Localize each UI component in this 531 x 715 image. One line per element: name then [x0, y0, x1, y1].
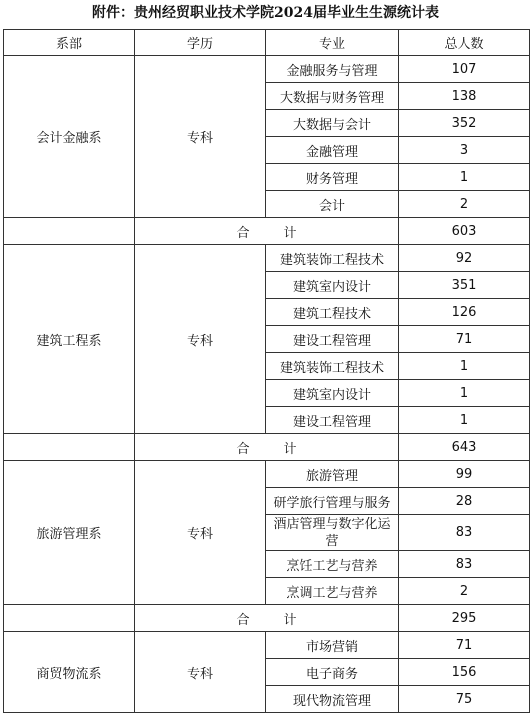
major-cell: 金融服务与管理	[266, 56, 399, 83]
level-cell: 专科	[135, 245, 266, 434]
count-cell: 1	[399, 380, 530, 407]
department-cell: 旅游管理系	[4, 461, 135, 605]
major-cell: 建筑室内设计	[266, 272, 399, 299]
page-title: 附件：贵州经贸职业技术学院2024届毕业生生源统计表	[92, 5, 439, 21]
count-cell: 28	[399, 488, 530, 515]
major-cell: 建筑室内设计	[266, 380, 399, 407]
count-cell: 126	[399, 299, 530, 326]
count-cell: 156	[399, 659, 530, 686]
subtotal-value: 643	[399, 434, 530, 461]
table-header-row	[4, 30, 530, 56]
department-cell: 建筑工程系	[4, 245, 135, 434]
major-cell: 建筑装饰工程技术	[266, 353, 399, 380]
subtotal-label-he: 合	[236, 441, 250, 457]
major-cell: 市场营销	[266, 632, 399, 659]
department-cell: 会计金融系	[4, 56, 135, 218]
subtotal-label-ji: 计	[283, 612, 297, 628]
count-cell: 107	[399, 56, 530, 83]
subtotal-row	[4, 605, 530, 632]
major-cell: 电子商务	[266, 659, 399, 686]
count-cell: 352	[399, 110, 530, 137]
count-cell: 1	[399, 353, 530, 380]
subtotal-label-he: 合	[236, 225, 250, 241]
table-row	[4, 632, 530, 659]
table-body	[4, 56, 530, 713]
graduate-statistics-table	[3, 29, 530, 713]
major-cell: 研学旅行管理与服务	[266, 488, 399, 515]
subtotal-empty-cell	[4, 434, 135, 461]
count-cell: 99	[399, 461, 530, 488]
major-cell: 酒店管理与数字化运营	[266, 515, 399, 551]
subtotal-label	[135, 434, 399, 461]
department-cell: 商贸物流系	[4, 632, 135, 713]
count-cell: 83	[399, 515, 530, 551]
header-level: 学历	[135, 30, 266, 56]
major-cell: 会计	[266, 191, 399, 218]
level-cell: 专科	[135, 632, 266, 713]
count-cell: 2	[399, 191, 530, 218]
major-cell: 大数据与会计	[266, 110, 399, 137]
major-cell: 烹调工艺与营养	[266, 578, 399, 605]
count-cell: 71	[399, 326, 530, 353]
major-cell: 财务管理	[266, 164, 399, 191]
count-cell: 83	[399, 551, 530, 578]
count-cell: 1	[399, 164, 530, 191]
major-cell: 金融管理	[266, 137, 399, 164]
subtotal-label-ji: 计	[283, 225, 297, 241]
subtotal-label-he: 合	[236, 612, 250, 628]
level-cell: 专科	[135, 56, 266, 218]
major-cell: 建筑装饰工程技术	[266, 245, 399, 272]
subtotal-label	[135, 218, 399, 245]
header-total: 总人数	[399, 30, 530, 56]
table-row	[4, 245, 530, 272]
major-cell: 旅游管理	[266, 461, 399, 488]
table-row	[4, 56, 530, 83]
header-department: 系部	[4, 30, 135, 56]
count-cell: 2	[399, 578, 530, 605]
table-row	[4, 461, 530, 488]
count-cell: 92	[399, 245, 530, 272]
header-major: 专业	[266, 30, 399, 56]
count-cell: 1	[399, 407, 530, 434]
count-cell: 138	[399, 83, 530, 110]
level-cell: 专科	[135, 461, 266, 605]
count-cell: 351	[399, 272, 530, 299]
subtotal-row	[4, 218, 530, 245]
subtotal-label-ji: 计	[283, 441, 297, 457]
major-cell: 建设工程管理	[266, 407, 399, 434]
major-cell: 现代物流管理	[266, 686, 399, 713]
major-cell: 大数据与财务管理	[266, 83, 399, 110]
subtotal-empty-cell	[4, 605, 135, 632]
major-cell: 烹饪工艺与营养	[266, 551, 399, 578]
subtotal-empty-cell	[4, 218, 135, 245]
subtotal-row	[4, 434, 530, 461]
count-cell: 71	[399, 632, 530, 659]
major-cell: 建设工程管理	[266, 326, 399, 353]
count-cell: 3	[399, 137, 530, 164]
count-cell: 75	[399, 686, 530, 713]
subtotal-value: 603	[399, 218, 530, 245]
subtotal-value: 295	[399, 605, 530, 632]
subtotal-label	[135, 605, 399, 632]
major-cell: 建筑工程技术	[266, 299, 399, 326]
